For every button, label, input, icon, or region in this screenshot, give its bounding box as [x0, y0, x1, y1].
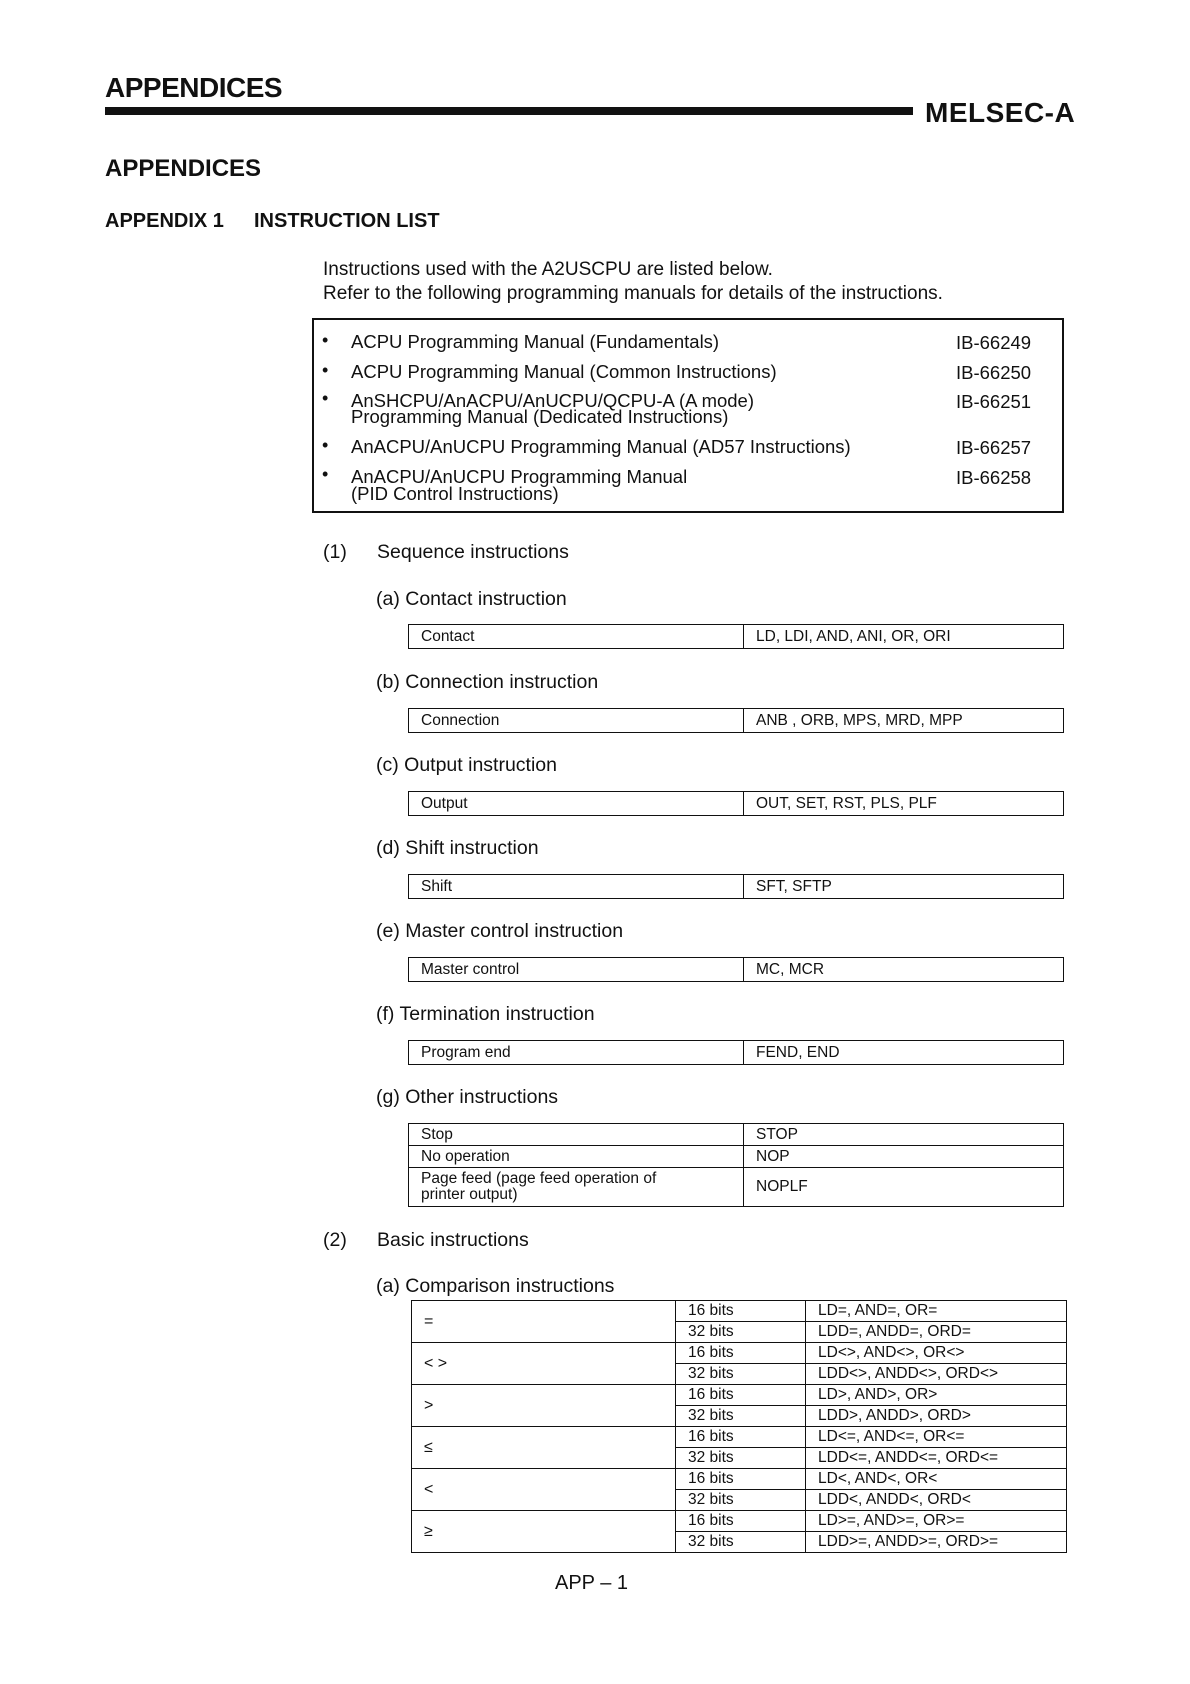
instruction-cell: LDD>, ANDD>, ORD>: [806, 1406, 1067, 1427]
manual-title: AnSHCPU/AnACPU/AnUCPU/QCPU-A (A mode): [351, 390, 755, 411]
manual-code: IB-66258: [956, 467, 1032, 488]
comparison-symbol: >: [412, 1385, 676, 1427]
instruction-cell: LD<>, AND<>, OR<>: [806, 1343, 1067, 1364]
comparison-symbol: <: [412, 1469, 676, 1511]
instruction-cell: LD=, AND=, OR=: [806, 1301, 1067, 1322]
shift-table: [408, 874, 1064, 899]
manual-title: AnACPU/AnUCPU Programming Manual (AD57 Instructions): [351, 436, 851, 457]
group-label-shift: (d) Shift instruction: [376, 837, 539, 859]
group-label-connection: (b) Connection instruction: [376, 671, 599, 693]
table-cell: NOPLF: [744, 1168, 1064, 1207]
manual-title-cont: (PID Control Instructions): [351, 483, 559, 504]
manual-code: IB-66250: [956, 362, 1032, 383]
bullet-icon: •: [322, 360, 329, 380]
comparison-symbol: ≥: [412, 1511, 676, 1553]
table-cell: Connection: [409, 709, 744, 733]
connection-table: [408, 708, 1064, 733]
bits-cell: 16 bits: [676, 1511, 806, 1532]
page-number: APP – 1: [555, 1572, 629, 1594]
bullet-icon: •: [322, 388, 329, 408]
bullet-icon: •: [322, 435, 329, 455]
bits-cell: 32 bits: [676, 1364, 806, 1385]
bits-cell: 16 bits: [676, 1301, 806, 1322]
manual-title: AnACPU/AnUCPU Programming Manual: [351, 466, 688, 487]
manual-code: IB-66249: [956, 332, 1032, 353]
basic-number: (2): [323, 1229, 347, 1251]
bits-cell: 32 bits: [676, 1532, 806, 1553]
table-cell: Shift: [409, 875, 744, 899]
table-cell: Program end: [409, 1041, 744, 1065]
group-label-contact: (a) Contact instruction: [376, 588, 567, 610]
table-cell: Contact: [409, 625, 744, 649]
header-rule: [105, 107, 913, 115]
table-cell: Output: [409, 792, 744, 816]
comparison-symbol: ≤: [412, 1427, 676, 1469]
basic-title: Basic instructions: [377, 1229, 529, 1251]
other-table: [408, 1123, 1064, 1207]
table-row: [409, 625, 1064, 649]
instruction-cell: LD>, AND>, OR>: [806, 1385, 1067, 1406]
comparison-table: [411, 1300, 1067, 1553]
instruction-cell: LDD<=, ANDD<=, ORD<=: [806, 1448, 1067, 1469]
manual-code: IB-66257: [956, 437, 1032, 458]
bits-cell: 16 bits: [676, 1427, 806, 1448]
group-label-termination: (f) Termination instruction: [376, 1003, 595, 1025]
table-cell: ANB , ORB, MPS, MRD, MPP: [744, 709, 1064, 733]
table-row: [409, 958, 1064, 982]
comparison-symbol: < >: [412, 1343, 676, 1385]
instruction-cell: LD<, AND<, OR<: [806, 1469, 1067, 1490]
manual-title: ACPU Programming Manual (Fundamentals): [351, 331, 720, 352]
table-cell: No operation: [409, 1146, 744, 1168]
contact-table: [408, 624, 1064, 649]
bullet-icon: •: [322, 330, 329, 350]
table-row: [412, 1385, 1067, 1406]
instruction-cell: LD>=, AND>=, OR>=: [806, 1511, 1067, 1532]
table-cell: Page feed (page feed operation of printer output): [409, 1168, 744, 1207]
header-title-left: APPENDICES: [105, 72, 283, 103]
table-cell: MC, MCR: [744, 958, 1064, 982]
intro-line-1: Instructions used with the A2USCPU are listed below.: [323, 259, 773, 280]
subsection-title: INSTRUCTION LIST: [254, 210, 440, 232]
table-cell: SFT, SFTP: [744, 875, 1064, 899]
instruction-cell: LD<=, AND<=, OR<=: [806, 1427, 1067, 1448]
header-title-right: MELSEC-A: [925, 97, 1076, 128]
instruction-cell: LDD<, ANDD<, ORD<: [806, 1490, 1067, 1511]
instruction-cell: LDD<>, ANDD<>, ORD<>: [806, 1364, 1067, 1385]
bits-cell: 16 bits: [676, 1343, 806, 1364]
table-row: [412, 1343, 1067, 1364]
comparison-symbol: =: [412, 1301, 676, 1343]
group-label-comparison: (a) Comparison instructions: [376, 1275, 615, 1297]
table-row: [409, 1124, 1064, 1146]
table-row: [409, 792, 1064, 816]
table-row: [409, 1168, 1064, 1207]
group-label-output: (c) Output instruction: [376, 754, 557, 776]
instruction-cell: LDD=, ANDD=, ORD=: [806, 1322, 1067, 1343]
manual-title: ACPU Programming Manual (Common Instructions): [351, 361, 777, 382]
table-cell: Stop: [409, 1124, 744, 1146]
termination-table: [408, 1040, 1064, 1065]
sequence-number: (1): [323, 541, 347, 563]
bits-cell: 32 bits: [676, 1448, 806, 1469]
table-row: [412, 1427, 1067, 1448]
table-row: [409, 875, 1064, 899]
table-row: [412, 1469, 1067, 1490]
bullet-icon: •: [322, 464, 329, 484]
manuals-box: [312, 318, 1064, 513]
table-cell: NOP: [744, 1146, 1064, 1168]
table-cell: OUT, SET, RST, PLS, PLF: [744, 792, 1064, 816]
subsection-number: APPENDIX 1: [105, 210, 224, 232]
bits-cell: 16 bits: [676, 1469, 806, 1490]
table-cell: FEND, END: [744, 1041, 1064, 1065]
intro-line-2: Refer to the following programming manuals for details of the instructions.: [323, 283, 943, 304]
manual-code: IB-66251: [956, 391, 1032, 412]
group-label-master-control: (e) Master control instruction: [376, 920, 624, 942]
group-label-other: (g) Other instructions: [376, 1086, 559, 1108]
table-row: [409, 1146, 1064, 1168]
output-table: [408, 791, 1064, 816]
master-control-table: [408, 957, 1064, 982]
table-row: [412, 1301, 1067, 1322]
table-cell: Master control: [409, 958, 744, 982]
table-row: [409, 709, 1064, 733]
section-title: APPENDICES: [105, 155, 262, 182]
bits-cell: 32 bits: [676, 1490, 806, 1511]
bits-cell: 32 bits: [676, 1322, 806, 1343]
manual-title-cont: Programming Manual (Dedicated Instructions): [351, 406, 729, 427]
table-row: [412, 1511, 1067, 1532]
table-cell: LD, LDI, AND, ANI, OR, ORI: [744, 625, 1064, 649]
bits-cell: 16 bits: [676, 1385, 806, 1406]
instruction-cell: LDD>=, ANDD>=, ORD>=: [806, 1532, 1067, 1553]
table-row: [409, 1041, 1064, 1065]
sequence-title: Sequence instructions: [377, 541, 569, 563]
bits-cell: 32 bits: [676, 1406, 806, 1427]
table-cell: STOP: [744, 1124, 1064, 1146]
